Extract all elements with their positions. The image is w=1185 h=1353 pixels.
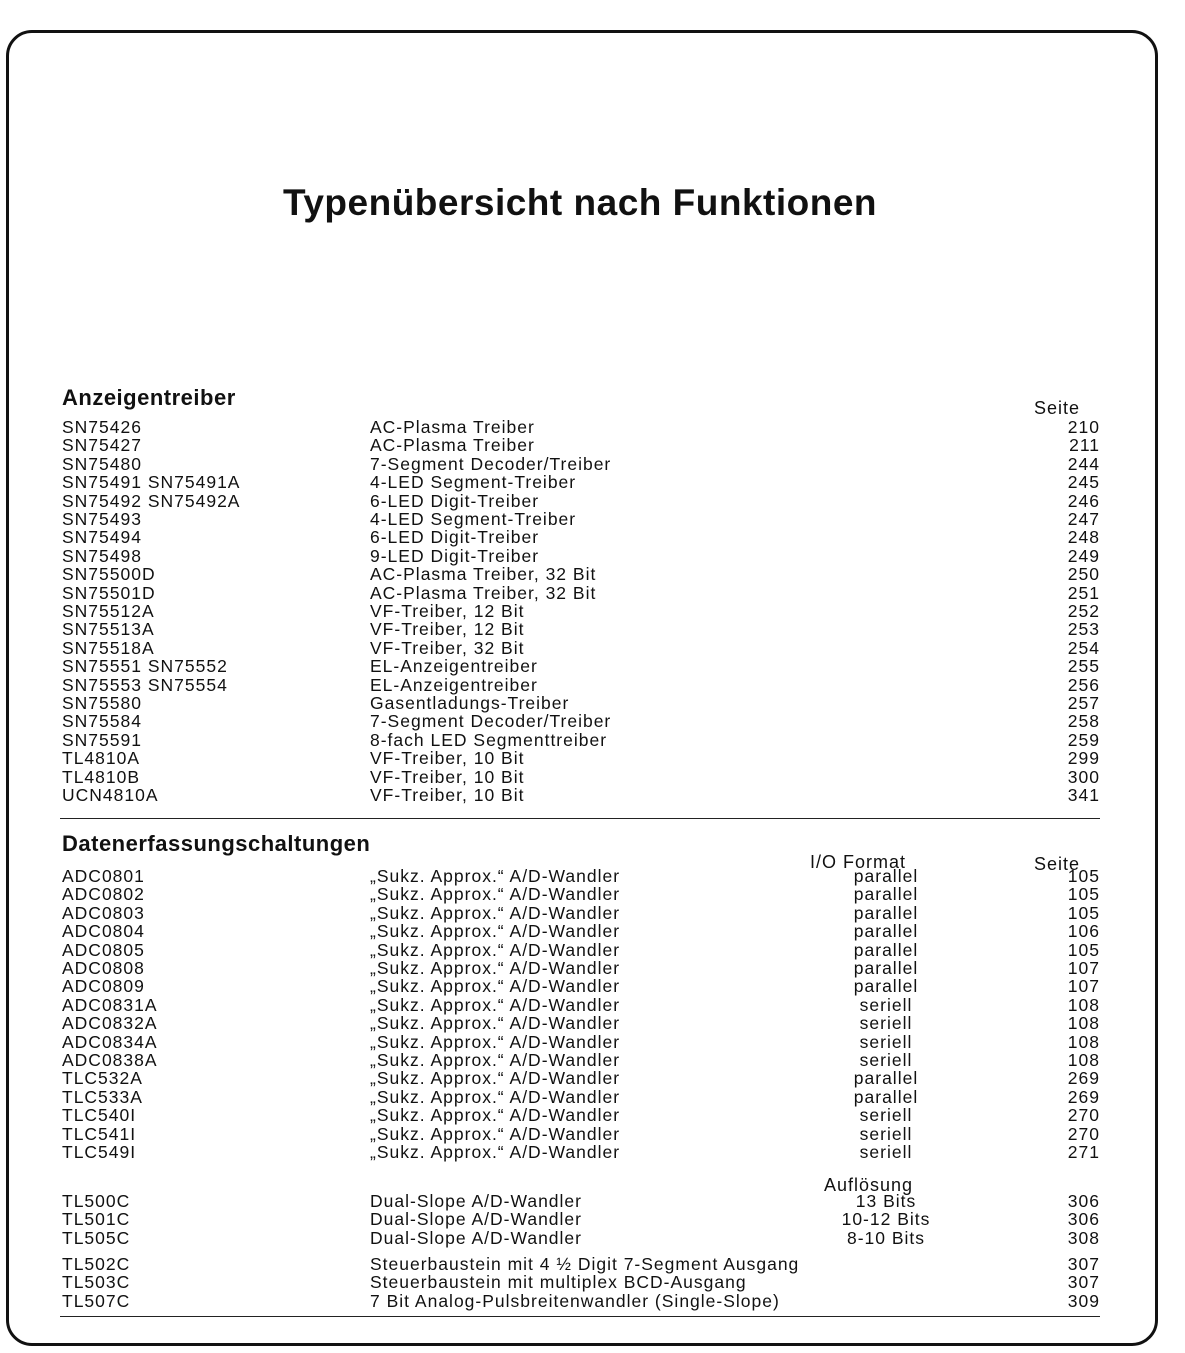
description: AC-Plasma Treiber, 32 Bit — [370, 582, 597, 603]
table-row — [0, 959, 1185, 978]
page-number: 105 — [1067, 884, 1100, 905]
type-code: SN75513A — [62, 619, 155, 640]
type-code: TL503C — [62, 1272, 131, 1293]
page-number: 270 — [1067, 1105, 1100, 1126]
page-number: 108 — [1067, 1013, 1100, 1034]
table-row — [0, 639, 1185, 658]
page-number: 341 — [1067, 785, 1100, 805]
type-code: TL4810A — [62, 748, 141, 769]
page-number: 299 — [1067, 748, 1100, 769]
table-row — [0, 1088, 1185, 1107]
description: „Sukz. Approx.“ A/D-Wandler — [370, 1068, 621, 1089]
description: VF-Treiber, 12 Bit — [370, 619, 525, 640]
page-number: 257 — [1067, 693, 1100, 713]
type-code: ADC0808 — [62, 958, 145, 978]
type-code: ADC0801 — [62, 866, 145, 886]
page-number: 307 — [1067, 1272, 1100, 1293]
type-code: UCN4810A — [62, 785, 159, 805]
table-row — [0, 1229, 1185, 1248]
description: 6-LED Digit-Treiber — [370, 527, 540, 548]
section-heading-anzeigentreiber: Anzeigentreiber — [62, 385, 236, 410]
description: „Sukz. Approx.“ A/D-Wandler — [370, 1123, 621, 1144]
description: VF-Treiber, 10 Bit — [370, 785, 525, 805]
type-code: TL500C — [62, 1191, 131, 1211]
description: „Sukz. Approx.“ A/D-Wandler — [370, 1086, 621, 1107]
page-number: 105 — [1067, 866, 1100, 886]
type-code: ADC0805 — [62, 939, 145, 960]
page-number: 258 — [1067, 711, 1100, 732]
type-code: SN75518A — [62, 637, 155, 658]
description: VF-Treiber, 10 Bit — [370, 766, 525, 787]
description: VF-Treiber, 32 Bit — [370, 637, 525, 658]
table-row — [0, 712, 1185, 731]
table-row — [0, 749, 1185, 768]
description: Gasentladungs-Treiber — [370, 693, 570, 713]
description: 4-LED Segment-Treiber — [370, 509, 577, 529]
description: AC-Plasma Treiber — [370, 435, 535, 456]
page-title: Typenübersicht nach Funktionen — [282, 182, 878, 223]
table-row — [0, 1273, 1185, 1292]
table-row — [0, 676, 1185, 695]
table-row — [0, 977, 1185, 996]
table-row — [0, 1106, 1185, 1125]
type-code: SN75493 — [62, 509, 142, 529]
description: „Sukz. Approx.“ A/D-Wandler — [370, 976, 621, 997]
table-row — [0, 1192, 1185, 1211]
type-code: TLC541I — [62, 1123, 137, 1144]
type-code: SN75584 — [62, 711, 142, 732]
type-code: TL501C — [62, 1209, 131, 1230]
io-format: parallel — [853, 884, 919, 905]
page-number: 105 — [1067, 902, 1100, 923]
description: 8-fach LED Segmenttreiber — [370, 729, 608, 750]
page-number: 306 — [1067, 1191, 1100, 1211]
io-format: parallel — [853, 1086, 919, 1107]
type-code: SN75500D — [62, 564, 156, 585]
description: „Sukz. Approx.“ A/D-Wandler — [370, 1105, 621, 1126]
table-row — [0, 492, 1185, 511]
type-code: ADC0834A — [62, 1031, 158, 1052]
description: „Sukz. Approx.“ A/D-Wandler — [370, 902, 621, 923]
page-number: 246 — [1067, 490, 1100, 511]
description: 6-LED Digit-Treiber — [370, 490, 540, 511]
type-code: SN75498 — [62, 545, 142, 566]
page-number: 105 — [1067, 939, 1100, 960]
page-column-header: Seite — [1034, 854, 1081, 874]
type-code: TL502C — [62, 1254, 131, 1274]
type-code: SN75480 — [62, 453, 142, 474]
page-number: 255 — [1067, 656, 1100, 677]
type-code: SN75591 — [62, 729, 142, 750]
description: 7-Segment Decoder/Treiber — [370, 453, 612, 474]
description: „Sukz. Approx.“ A/D-Wandler — [370, 958, 621, 978]
table-row — [0, 620, 1185, 639]
type-code: ADC0838A — [62, 1050, 158, 1070]
table-row — [0, 694, 1185, 713]
table-row — [0, 1069, 1185, 1088]
io-format: parallel — [853, 902, 919, 923]
description: „Sukz. Approx.“ A/D-Wandler — [370, 1142, 621, 1162]
description: „Sukz. Approx.“ A/D-Wandler — [370, 866, 621, 886]
description: „Sukz. Approx.“ A/D-Wandler — [370, 884, 621, 905]
page-number: 308 — [1067, 1227, 1100, 1248]
type-code: TL4810B — [62, 766, 141, 787]
page-number: 211 — [1069, 435, 1100, 456]
table-row — [0, 657, 1185, 676]
io-format: 8-10 Bits — [846, 1227, 926, 1248]
table-row — [0, 528, 1185, 547]
io-format: seriell — [859, 1105, 913, 1126]
page-number: 210 — [1067, 417, 1100, 437]
page-number: 245 — [1067, 472, 1100, 493]
description: „Sukz. Approx.“ A/D-Wandler — [370, 939, 621, 960]
io-format: 13 Bits — [855, 1191, 917, 1211]
io-format: parallel — [853, 976, 919, 997]
table-row — [0, 904, 1185, 923]
page-number: 300 — [1067, 766, 1100, 787]
table-row — [0, 768, 1185, 787]
description: Steuerbaustein mit 4 ½ Digit 7-Segment Ausgang — [370, 1254, 800, 1274]
description: Dual-Slope A/D-Wandler — [370, 1191, 582, 1211]
io-format: parallel — [853, 958, 919, 978]
description: EL-Anzeigentreiber — [370, 674, 538, 695]
io-format: 10-12 Bits — [841, 1209, 931, 1230]
description: 9-LED Digit-Treiber — [370, 545, 540, 566]
page-number: 107 — [1067, 958, 1100, 978]
io-format: seriell — [859, 1050, 913, 1070]
page-number: 108 — [1067, 994, 1100, 1015]
page-number: 244 — [1067, 453, 1100, 474]
table-row — [0, 1255, 1185, 1274]
table-row — [0, 867, 1185, 886]
io-format: parallel — [853, 1068, 919, 1089]
description: Steuerbaustein mit multiplex BCD-Ausgang — [370, 1272, 747, 1293]
type-code: SN75491 SN75491A — [62, 472, 241, 493]
io-format: seriell — [859, 1031, 913, 1052]
table-row — [0, 941, 1185, 960]
io-format: seriell — [859, 1013, 913, 1034]
type-code: SN75426 — [62, 417, 142, 437]
page-number: 254 — [1067, 637, 1100, 658]
page-number: 249 — [1067, 545, 1100, 566]
type-code: SN75580 — [62, 693, 142, 713]
description: EL-Anzeigentreiber — [370, 656, 538, 677]
table-row — [0, 996, 1185, 1015]
table-row — [0, 1125, 1185, 1144]
page-number: 259 — [1067, 729, 1100, 750]
description: „Sukz. Approx.“ A/D-Wandler — [370, 1013, 621, 1034]
description: Dual-Slope A/D-Wandler — [370, 1209, 582, 1230]
type-code: ADC0802 — [62, 884, 145, 905]
table-row — [0, 1292, 1185, 1311]
description: 4-LED Segment-Treiber — [370, 472, 577, 493]
page-number: 250 — [1067, 564, 1100, 585]
table-row — [0, 1014, 1185, 1033]
type-code: ADC0831A — [62, 994, 158, 1015]
page-number: 252 — [1067, 601, 1100, 621]
type-code: TLC533A — [62, 1086, 143, 1107]
page-number: 309 — [1067, 1290, 1100, 1311]
description: 7 Bit Analog-Pulsbreitenwandler (Single-Slope) — [370, 1290, 780, 1311]
type-code: ADC0803 — [62, 902, 145, 923]
description: VF-Treiber, 12 Bit — [370, 601, 525, 621]
page-number: 247 — [1067, 509, 1100, 529]
io-format-header: I/O Format — [810, 852, 907, 872]
table-row — [0, 584, 1185, 603]
page-number: 306 — [1067, 1209, 1100, 1230]
io-format: seriell — [859, 1142, 913, 1162]
table-row — [0, 473, 1185, 492]
table-row — [0, 565, 1185, 584]
table-row — [0, 547, 1185, 566]
table-row — [0, 1143, 1185, 1162]
description: 7-Segment Decoder/Treiber — [370, 711, 612, 732]
page-number: 269 — [1067, 1068, 1100, 1089]
description: VF-Treiber, 10 Bit — [370, 748, 525, 769]
type-code: SN75427 — [62, 435, 142, 456]
table-row — [0, 786, 1185, 805]
section-divider — [60, 818, 1100, 819]
description: Dual-Slope A/D-Wandler — [370, 1227, 582, 1248]
page-number: 108 — [1067, 1031, 1100, 1052]
io-format: parallel — [853, 939, 919, 960]
io-format: seriell — [859, 994, 913, 1015]
type-code: ADC0804 — [62, 921, 145, 942]
description: AC-Plasma Treiber — [370, 417, 535, 437]
page-number: 108 — [1067, 1050, 1100, 1070]
page-number: 251 — [1067, 582, 1100, 603]
type-code: SN75492 SN75492A — [62, 490, 241, 511]
table-row — [0, 1033, 1185, 1052]
section-heading-datenerfassung: Datenerfassungschaltungen — [62, 831, 371, 856]
io-format: parallel — [853, 866, 919, 886]
page-number: 270 — [1067, 1123, 1100, 1144]
type-code: SN75501D — [62, 582, 156, 603]
type-code: SN75494 — [62, 527, 142, 548]
table-row — [0, 885, 1185, 904]
description: AC-Plasma Treiber, 32 Bit — [370, 564, 597, 585]
page-number: 248 — [1067, 527, 1100, 548]
table-row — [0, 418, 1185, 437]
io-format: parallel — [853, 921, 919, 942]
type-code: TLC540I — [62, 1105, 137, 1126]
type-code: SN75512A — [62, 601, 155, 621]
page-number: 307 — [1067, 1254, 1100, 1274]
description: „Sukz. Approx.“ A/D-Wandler — [370, 1031, 621, 1052]
type-code: TL507C — [62, 1290, 131, 1311]
table-row — [0, 731, 1185, 750]
table-row — [0, 602, 1185, 621]
page-number: 253 — [1067, 619, 1100, 640]
type-code: SN75551 SN75552 — [62, 656, 228, 677]
type-code: SN75553 SN75554 — [62, 674, 228, 695]
resolution-header: Auflösung — [824, 1175, 914, 1195]
section-divider — [60, 1316, 1100, 1317]
type-code: TL505C — [62, 1227, 131, 1248]
table-row — [0, 1051, 1185, 1070]
type-code: TLC549I — [62, 1142, 137, 1162]
table-row — [0, 455, 1185, 474]
page-number: 106 — [1067, 921, 1100, 942]
page-number: 271 — [1067, 1142, 1100, 1162]
page-number: 107 — [1067, 976, 1100, 997]
page-column-header: Seite — [1034, 398, 1081, 418]
page-number: 269 — [1067, 1086, 1100, 1107]
type-code: ADC0809 — [62, 976, 145, 997]
table-row — [0, 510, 1185, 529]
table-row — [0, 922, 1185, 941]
type-code: TLC532A — [62, 1068, 143, 1089]
description: „Sukz. Approx.“ A/D-Wandler — [370, 994, 621, 1015]
io-format: seriell — [859, 1123, 913, 1144]
description: „Sukz. Approx.“ A/D-Wandler — [370, 921, 621, 942]
type-code: ADC0832A — [62, 1013, 158, 1034]
table-row — [0, 436, 1185, 455]
table-row — [0, 1210, 1185, 1229]
page-number: 256 — [1067, 674, 1100, 695]
description: „Sukz. Approx.“ A/D-Wandler — [370, 1050, 621, 1070]
